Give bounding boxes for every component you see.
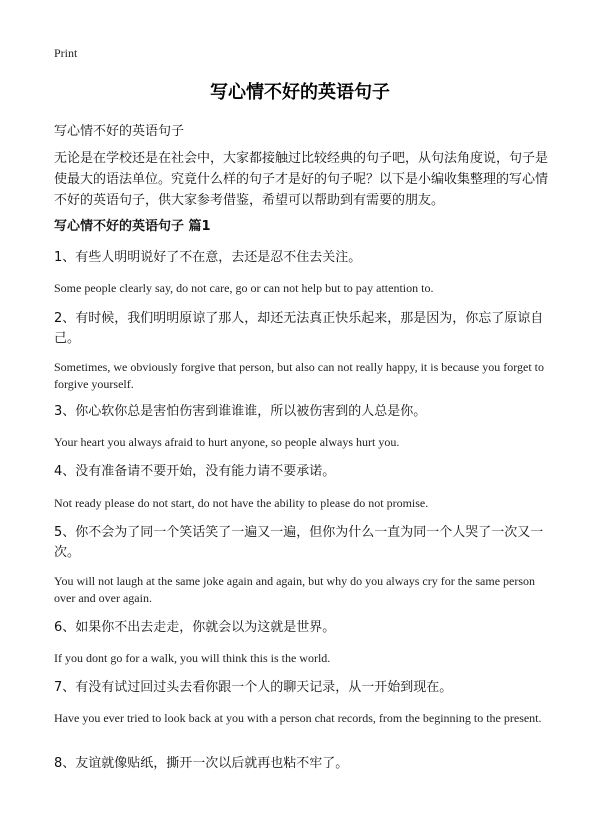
sentence-en-3: Your heart you always afraid to hurt anyone, so people always hurt you. (54, 435, 400, 449)
sentence-zh-5: 5、你不会为了同一个笑话笑了一遍又一遍，但你为什么一直为同一个人哭了一次又一次。 (54, 525, 544, 560)
document-subtitle: 写心情不好的英语句子 (54, 124, 185, 139)
sentence-zh-6: 6、如果你不出去走走，你就会以为这就是世界。 (54, 620, 336, 635)
intro-paragraph: 无论是在学校还是在社会中，大家都接触过比较经典的句子吧，从句法角度说，句子是使最大的语法单位。究竟什么样的句子才是好的句子呢？以下是小编收集整理的写心情不好的英语句子，供大家参考借鉴，希望可以帮助到有需要的朋友。 (54, 151, 549, 208)
sentence-en-4: Not ready please do not start, do not have the ability to please do not promise. (54, 496, 429, 510)
sentence-zh-7: 7、有没有试过回过头去看你跟一个人的聊天记录，从一开始到现在。 (54, 680, 453, 695)
print-label: Print (54, 46, 78, 60)
sentence-en-1: Some people clearly say, do not care, go or can not help but to pay attention to. (54, 281, 434, 295)
sentence-zh-8: 8、友谊就像贴纸，撕开一次以后就再也粘不牢了。 (54, 756, 349, 771)
sentence-zh-1: 1、有些人明明说好了不在意，去还是忍不住去关注。 (54, 250, 362, 265)
sentence-en-5: You will not laugh at the same joke again and again, but why do you always cry for the same person over and over again. (54, 574, 536, 605)
sentence-zh-3: 3、你心软你总是害怕伤害到谁谁谁，所以被伤害到的人总是你。 (54, 404, 427, 419)
document-title: 写心情不好的英语句子 (210, 82, 390, 103)
sentence-zh-4: 4、没有准备请不要开始，没有能力请不要承诺。 (54, 464, 336, 479)
sentence-en-7: Have you ever tried to look back at you with a person chat records, from the beginning to the present. (54, 711, 542, 725)
section-heading: 写心情不好的英语句子 篇1 (54, 219, 211, 234)
sentence-en-6: If you dont go for a walk, you will think this is the world. (54, 651, 331, 665)
sentence-en-2: Sometimes, we obviously forgive that person, but also can not really happy, it is because you forget to forgive yourself. (54, 360, 545, 391)
sentence-zh-2: 2、有时候，我们明明原谅了那人，却还无法真正快乐起来，那是因为，你忘了原谅自己。 (54, 311, 544, 346)
